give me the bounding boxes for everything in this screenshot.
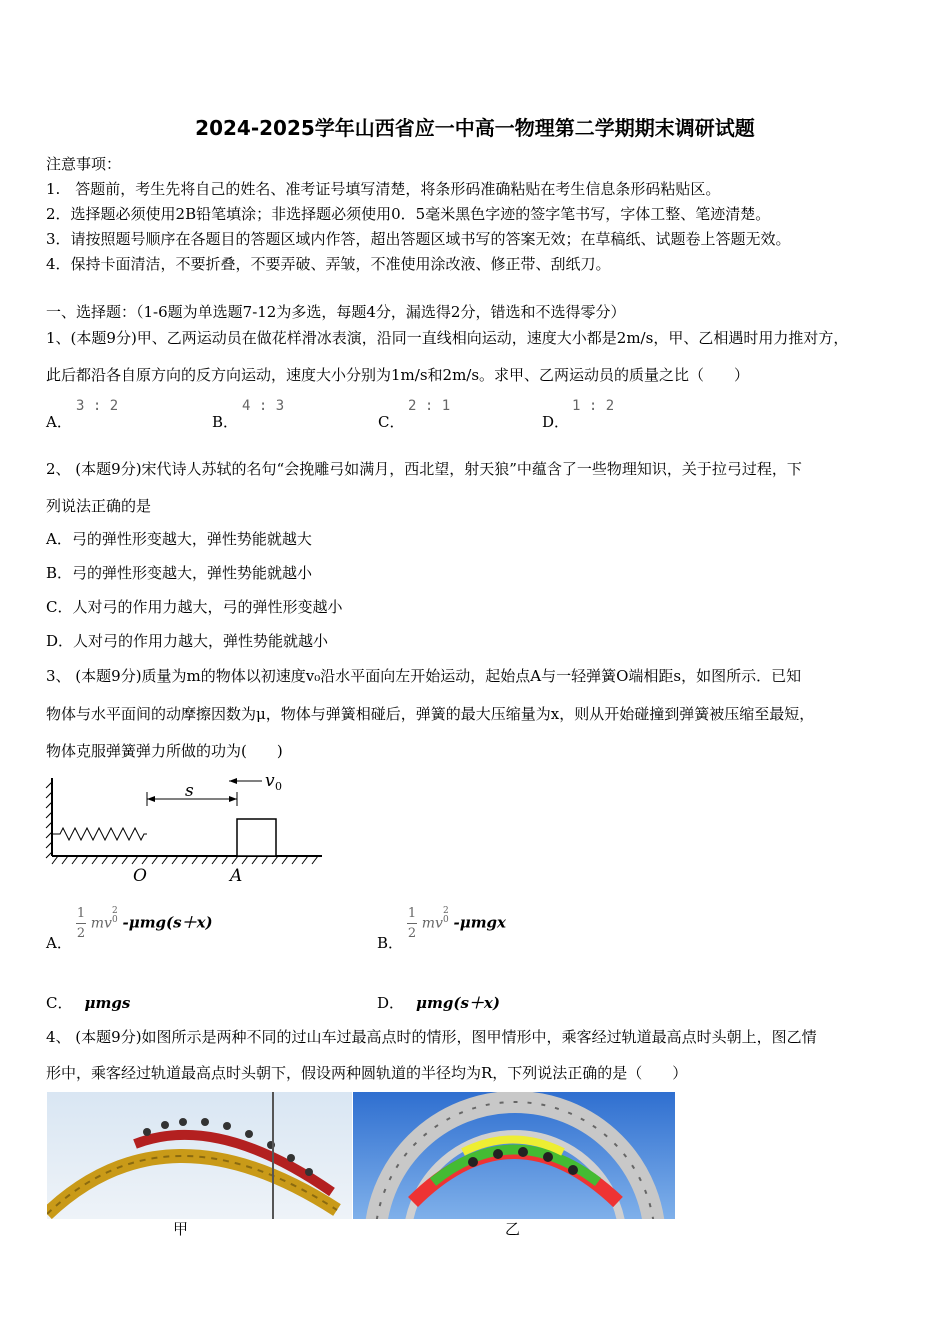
question-1-line: 此后都沿各自原方向的反方向运动，速度大小分别为1m/s和2m/s。求甲、乙两运动员的质量之比（ ） <box>46 366 750 384</box>
q3-option-b-label: B． <box>377 934 404 952</box>
notice-item: 1. 答题前，考生先将自己的姓名、准考证号填写清楚，将条形码准确粘贴在考生信息条形码粘贴区。 <box>46 180 721 198</box>
label-s: s <box>185 781 194 801</box>
q3-option-a-expr: $\frac{1}{2}$ mv2 0 -μmg(s＋x) <box>76 905 213 941</box>
fraction-half: $\frac{1}{2}$ <box>76 906 86 941</box>
label-v0: v <box>265 771 275 791</box>
q1-option-c-value: 2 : 1 <box>408 398 451 414</box>
page-title: 2024-2025学年山西省应一中高一物理第二学期期末调研试题 <box>195 116 755 140</box>
notice-item: 3．请按照题号顺序在各题目的答题区域内作答，超出答题区域书写的答案无效；在草稿纸、试题卷上答题无效。 <box>46 230 791 248</box>
q3-option-a-label: A． <box>46 934 72 952</box>
q3-option-b-expr: $\frac{1}{2}$ mv2 0 -μmgx <box>407 905 506 941</box>
question-4-line: 4、 (本题9分)如图所示是两种不同的过山车过最高点时的情形，图甲情形中，乘客经过轨道最高点时头朝上，图乙情 <box>46 1028 817 1046</box>
q1-option-c-label: C． <box>378 413 405 431</box>
notice-heading: 注意事项： <box>46 155 122 173</box>
question-3-line: 3、 (本题9分)质量为m的物体以初速度v₀沿水平面向左开始运动，起始点A与一轻弹簧O端相距s，如图所示．已知 <box>46 667 802 685</box>
q1-option-b-value: 4 : 3 <box>242 398 285 414</box>
q2-option-a: A．弓的弹性形变越大，弹性势能就越大 <box>46 530 312 548</box>
question-3-line: 物体克服弹簧弹力所做的功为( ) <box>46 742 283 760</box>
q2-option-d: D．人对弓的作用力越大，弹性势能就越小 <box>46 632 329 650</box>
question-2-line: 2、 (本题9分)宋代诗人苏轼的名句“会挽雕弓如满月，西北望，射天狼”中蕴含了一些物理知识，关于拉弓过程，下 <box>46 460 802 478</box>
q1-option-a-label: A． <box>46 413 72 431</box>
q3-option-c: C． μmgs <box>46 994 131 1012</box>
roller-coaster-photo-b <box>353 1092 675 1219</box>
question-4-line: 形中，乘客经过轨道最高点时头朝下，假设两种圆轨道的半径均为R，下列说法正确的是（ ） <box>46 1064 688 1082</box>
spring <box>52 828 147 840</box>
section-heading: 一、选择题：（1-6题为单选题7-12为多选，每题4分，漏选得2分，错选和不选得零分） <box>46 303 626 321</box>
question-1-line: 1、(本题9分)甲、乙两运动员在做花样滑冰表演，沿同一直线相向运动，速度大小都是2m/s，甲、乙相遇时用力推对方， <box>46 329 849 347</box>
spring-block-figure <box>44 770 329 890</box>
roller-coaster-photo-a <box>47 1092 352 1219</box>
label-a: A <box>230 866 243 886</box>
question-3-line: 物体与水平面间的动摩擦因数为μ，物体与弹簧相碰后，弹簧的最大压缩量为x，则从开始碰撞到弹簧被压缩至最短， <box>46 705 815 723</box>
q1-option-b-label: B． <box>212 413 239 431</box>
block <box>237 819 276 856</box>
q1-option-a-value: 3 : 2 <box>76 398 119 414</box>
fraction-half: $\frac{1}{2}$ <box>407 906 417 941</box>
q3-option-d: D． μmg(s＋x) <box>377 994 500 1012</box>
caption-left: 甲 <box>173 1220 189 1238</box>
caption-right: 乙 <box>505 1220 521 1238</box>
notice-item: 4．保持卡面清洁，不要折叠，不要弄破、弄皱，不准使用涂改液、修正带、刮纸刀。 <box>46 255 611 273</box>
q2-option-b: B．弓的弹性形变越大，弹性势能就越小 <box>46 564 313 582</box>
label-v0-sub: 0 <box>275 780 282 793</box>
q1-option-d-label: D． <box>542 413 570 431</box>
q2-option-c: C．人对弓的作用力越大，弓的弹性形变越小 <box>46 598 343 616</box>
question-2-line: 列说法正确的是 <box>46 497 152 515</box>
label-o: O <box>133 866 147 886</box>
q1-option-d-value: 1 : 2 <box>572 398 615 414</box>
notice-item: 2．选择题必须使用2B铅笔填涂；非选择题必须使用0．5毫米黑色字迹的签字笔书写，字体工整、笔迹清楚。 <box>46 205 771 223</box>
